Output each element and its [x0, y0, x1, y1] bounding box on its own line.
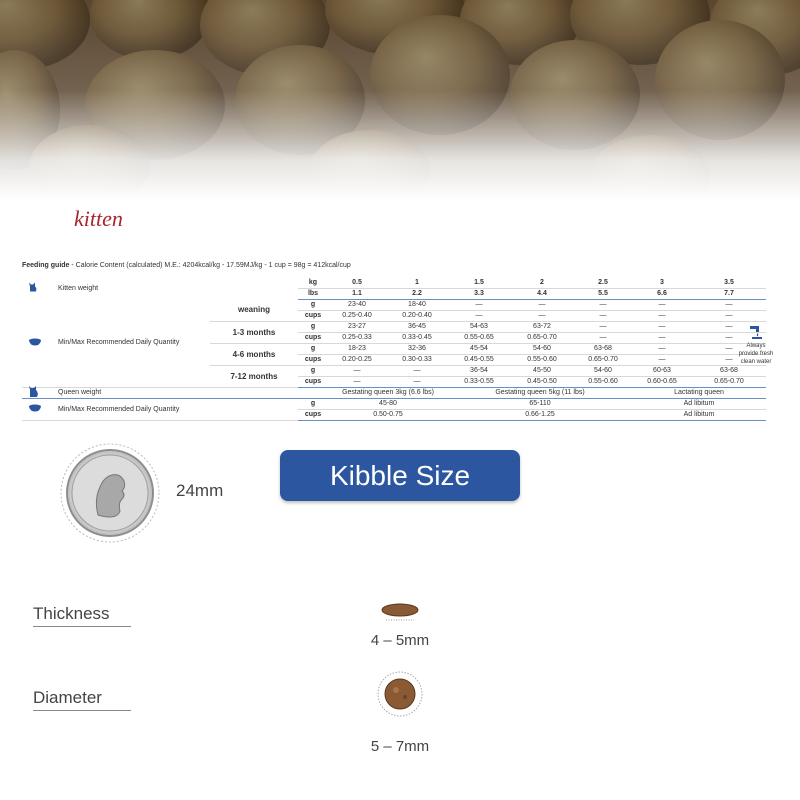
- unit-g: g: [298, 343, 328, 354]
- water-tap-icon: [748, 324, 764, 340]
- qty-cell: 0.65-0.70: [574, 354, 632, 365]
- diameter-label: Diameter: [33, 688, 102, 707]
- thickness-label: Thickness: [33, 604, 110, 623]
- weight-lbs-cell: 3.3: [448, 288, 510, 299]
- qty-cell: 0.45-0.50: [510, 376, 574, 387]
- diameter-value: 5 – 7mm: [370, 738, 430, 755]
- queen-stage-cell: Gestating queen 3kg (6.6 lbs): [328, 387, 448, 398]
- weight-lbs-cell: 1.1: [328, 288, 386, 299]
- qty-cell: 0.45-0.55: [448, 354, 510, 365]
- feeding-guide-label: Feeding guide: [22, 262, 70, 269]
- qty-cell: 0.55-0.60: [510, 354, 574, 365]
- qty-cell: —: [632, 310, 692, 321]
- queen-weight-label: [22, 387, 328, 398]
- kibble-size-button[interactable]: Kibble Size: [280, 450, 520, 501]
- queen-qty-cell: 0.66-1.25: [448, 409, 632, 420]
- qty-cell: —: [632, 299, 692, 310]
- quarter-coin: [60, 443, 160, 548]
- age-group-label: 7-12 months: [210, 365, 298, 387]
- daily-quantity-label: [22, 299, 210, 387]
- unit-g: g: [298, 398, 328, 409]
- qty-cell: 23-27: [328, 321, 386, 332]
- qty-cell: 54-60: [510, 343, 574, 354]
- qty-cell: 0.20-0.40: [386, 310, 448, 321]
- unit-cups: cups: [298, 354, 328, 365]
- qty-cell: —: [328, 376, 386, 387]
- kitten-weight-label: [22, 277, 298, 299]
- kibble-side-icon: [380, 600, 420, 629]
- age-group-label: 4-6 months: [210, 343, 298, 365]
- weight-kg-cell: 2.5: [574, 277, 632, 288]
- water-note-text: Always provide fresh clean water: [738, 343, 774, 365]
- unit-g: g: [298, 321, 328, 332]
- food-bowl-icon: [28, 337, 42, 348]
- qty-cell: 18-40: [386, 299, 448, 310]
- unit-kg: kg: [298, 277, 328, 288]
- weight-lbs-cell: 2.2: [386, 288, 448, 299]
- qty-cell: —: [574, 310, 632, 321]
- qty-cell: 63-72: [510, 321, 574, 332]
- qty-cell: 54-60: [574, 365, 632, 376]
- qty-cell: 63-68: [574, 343, 632, 354]
- qty-cell: —: [692, 332, 766, 343]
- kitten-weight-text: Kitten weight: [58, 284, 99, 292]
- unit-lbs: lbs: [298, 288, 328, 299]
- calorie-content-text: - Calorie Content (calculated) M.E.: 4204kcal/kg - 17.59MJ/kg - 1 cup = 98g = 412kcal/cup: [69, 262, 351, 269]
- water-note: [736, 324, 776, 366]
- qty-cell: —: [574, 299, 632, 310]
- qty-cell: —: [510, 310, 574, 321]
- weight-lbs-cell: 7.7: [692, 288, 766, 299]
- qty-cell: —: [632, 354, 692, 365]
- age-group-label: weaning: [210, 299, 298, 321]
- qty-cell: 0.25-0.40: [328, 310, 386, 321]
- qty-cell: —: [632, 321, 692, 332]
- qty-cell: —: [574, 321, 632, 332]
- weight-lbs-cell: 5.5: [574, 288, 632, 299]
- queen-weight-text: Queen weight: [58, 389, 102, 396]
- qty-cell: 36-45: [386, 321, 448, 332]
- unit-g: g: [298, 365, 328, 376]
- thickness-underline: [33, 626, 131, 627]
- quarter-dollar-coin-icon: [60, 443, 160, 543]
- unit-g: g: [298, 299, 328, 310]
- page-title: kitten: [74, 206, 123, 231]
- feeding-guide-header: [22, 262, 351, 269]
- qty-cell: —: [448, 310, 510, 321]
- qty-cell: 0.33-0.45: [386, 332, 448, 343]
- qty-cell: 0.60-0.65: [632, 376, 692, 387]
- qty-cell: —: [632, 343, 692, 354]
- queen-qty-cell: 45-80: [328, 398, 448, 409]
- qty-cell: —: [692, 343, 766, 354]
- qty-cell: 36-54: [448, 365, 510, 376]
- queen-qty-cell: Ad libitum: [632, 409, 766, 420]
- daily-quantity-text: Min/Max Recommended Daily Quantity: [58, 339, 180, 347]
- weight-kg-cell: 3: [632, 277, 692, 288]
- weight-kg-cell: 2: [510, 277, 574, 288]
- qty-cell: 0.30-0.33: [386, 354, 448, 365]
- food-bowl-icon: [28, 404, 42, 415]
- queen-stage-cell: Gestating queen 5kg (11 lbs): [448, 387, 632, 398]
- qty-cell: 60-63: [632, 365, 692, 376]
- queen-qty-cell: 0.50-0.75: [328, 409, 448, 420]
- qty-cell: 0.20-0.25: [328, 354, 386, 365]
- qty-cell: —: [328, 365, 386, 376]
- qty-cell: 32-36: [386, 343, 448, 354]
- queen-qty-cell: Ad libitum: [632, 398, 766, 409]
- age-group-label: 1-3 months: [210, 321, 298, 343]
- unit-cups: cups: [298, 332, 328, 343]
- qty-cell: 18-23: [328, 343, 386, 354]
- coin-size-label: 24mm: [176, 481, 224, 500]
- feeding-guide-table: [22, 277, 766, 421]
- qty-cell: —: [632, 332, 692, 343]
- qty-cell: 0.55-0.60: [574, 376, 632, 387]
- qty-cell: —: [692, 310, 766, 321]
- qty-cell: —: [574, 332, 632, 343]
- weight-kg-cell: 3.5: [692, 277, 766, 288]
- unit-cups: cups: [298, 310, 328, 321]
- unit-cups: cups: [298, 409, 328, 420]
- qty-cell: 54-63: [448, 321, 510, 332]
- qty-cell: —: [448, 299, 510, 310]
- qty-cell: —: [692, 354, 766, 365]
- qty-cell: —: [510, 299, 574, 310]
- weight-kg-cell: 1: [386, 277, 448, 288]
- kibble-top-icon: [376, 670, 424, 723]
- qty-cell: —: [386, 365, 448, 376]
- unit-cups: cups: [298, 376, 328, 387]
- kibble-photo-icon: [0, 0, 800, 200]
- kibble-photo-banner: [0, 0, 800, 200]
- thickness-value: 4 – 5mm: [370, 632, 430, 649]
- weight-lbs-cell: 6.6: [632, 288, 692, 299]
- weight-kg-cell: 0.5: [328, 277, 386, 288]
- queen-quantity-text: Min/Max Recommended Daily Quantity: [58, 405, 180, 413]
- queen-qty-cell: 65-110: [448, 398, 632, 409]
- qty-cell: —: [692, 321, 766, 332]
- weight-kg-cell: 1.5: [448, 277, 510, 288]
- qty-cell: —: [692, 299, 766, 310]
- queen-quantity-label: [22, 398, 298, 420]
- diameter-underline: [33, 710, 131, 711]
- weight-lbs-cell: 4.4: [510, 288, 574, 299]
- qty-cell: 0.55-0.65: [448, 332, 510, 343]
- queen-stage-cell: Lactating queen: [632, 387, 766, 398]
- qty-cell: 0.25-0.33: [328, 332, 386, 343]
- qty-cell: 0.65-0.70: [510, 332, 574, 343]
- qty-cell: 0.33-0.55: [448, 376, 510, 387]
- qty-cell: 63-68: [692, 365, 766, 376]
- qty-cell: —: [386, 376, 448, 387]
- qty-cell: 45-54: [448, 343, 510, 354]
- qty-cell: 23-40: [328, 299, 386, 310]
- kitten-icon: [28, 282, 38, 295]
- qty-cell: 45-50: [510, 365, 574, 376]
- qty-cell: 0.65-0.70: [692, 376, 766, 387]
